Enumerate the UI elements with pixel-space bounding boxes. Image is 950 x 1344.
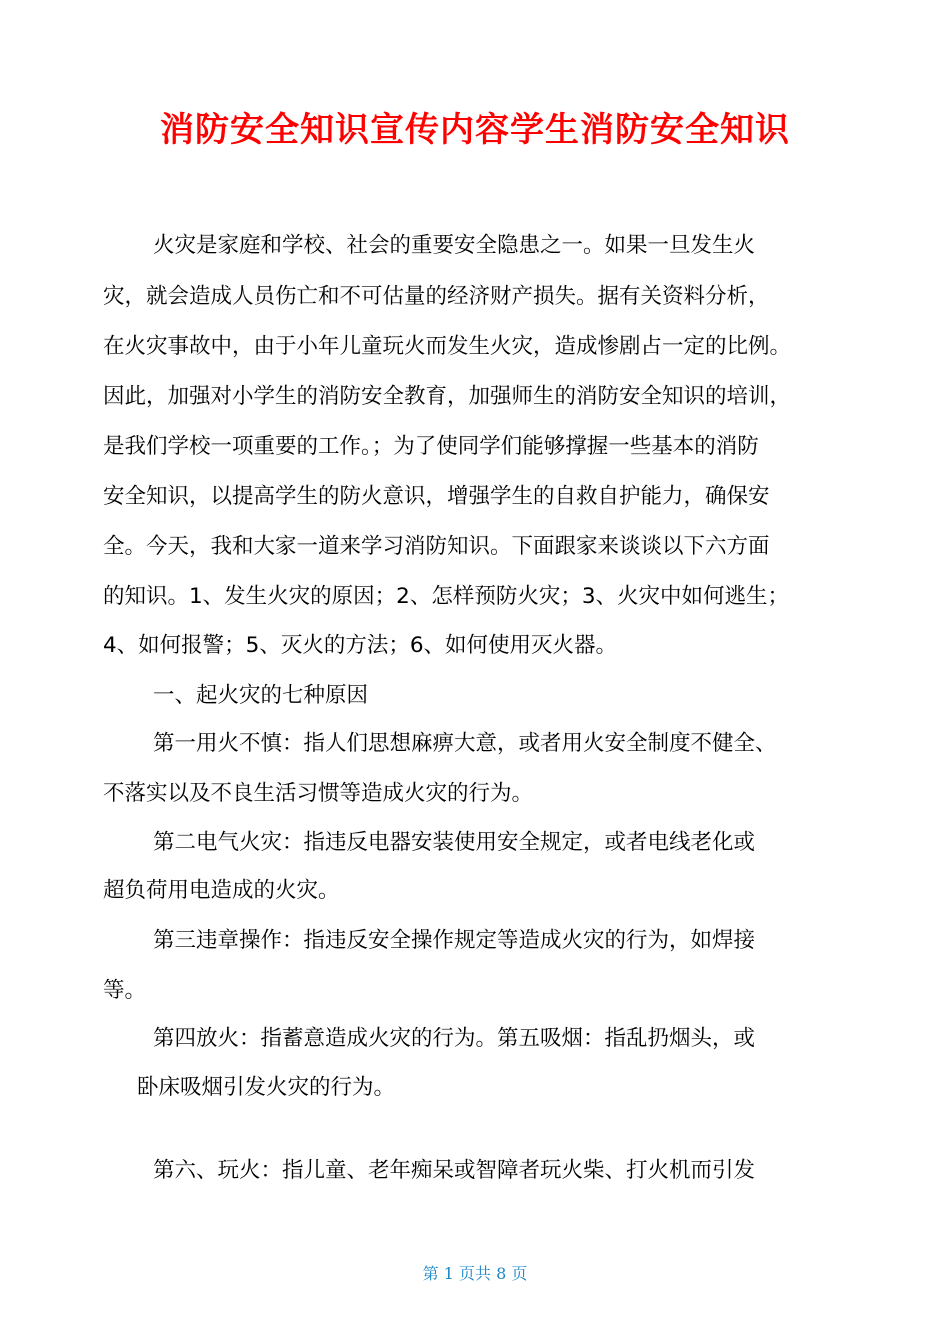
body-line: 全。今天，我和大家一道来学习消防知识。下面跟家来谈谈以下六方面: [103, 534, 770, 559]
section-heading: 一、起火灾的七种原因: [153, 683, 369, 708]
body-line: 超负荷用电造成的火灾。: [103, 878, 340, 903]
body-line: 安全知识，以提高学生的防火意识，增强学生的自救自护能力，确保安: [103, 484, 770, 509]
body-line: 卧床吸烟引发火灾的行为。: [137, 1075, 396, 1100]
body-line: 第二电气火灾：指违反电器安装使用安全规定，或者电线老化或: [153, 830, 756, 855]
body-line: 是我们学校一项重要的工作。；为了使同学们能够撑握一些基本的消防: [103, 434, 759, 459]
body-line: 等。: [103, 978, 147, 1003]
body-line: 第四放火：指蓄意造成火灾的行为。第五吸烟：指乱扔烟头，或: [153, 1026, 756, 1051]
page-footer: 第 1 页共 8 页: [422, 1264, 528, 1283]
body-line: 火灾是家庭和学校、社会的重要安全隐患之一。如果一旦发生火: [153, 233, 756, 258]
body-line: 灾，就会造成人员伤亡和不可估量的经济财产损失。据有关资料分析，: [103, 284, 770, 309]
document-title: 消防安全知识宣传内容学生消防安全知识: [160, 110, 790, 150]
body-line: 4、如何报警；5、灭火的方法；6、如何使用灭火器。: [103, 633, 618, 658]
body-line: 在火灾事故中，由于小年儿童玩火而发生火灾，造成惨剧占一定的比例。: [103, 334, 792, 359]
body-line: 第一用火不慎：指人们思想麻痹大意，或者用火安全制度不健全、: [153, 731, 777, 756]
body-line: 第三违章操作：指违反安全操作规定等造成火灾的行为，如焊接: [153, 928, 756, 953]
body-line: 的知识。1、发生火灾的原因；2、怎样预防火灾；3、火灾中如何逃生；: [103, 584, 790, 609]
body-line: 第六、玩火：指儿童、老年痴呆或智障者玩火柴、打火机而引发: [153, 1158, 756, 1183]
body-line: 因此，加强对小学生的消防安全教育，加强师生的消防安全知识的培训，: [103, 384, 792, 409]
body-line: 不落实以及不良生活习惯等造成火灾的行为。: [103, 781, 534, 806]
